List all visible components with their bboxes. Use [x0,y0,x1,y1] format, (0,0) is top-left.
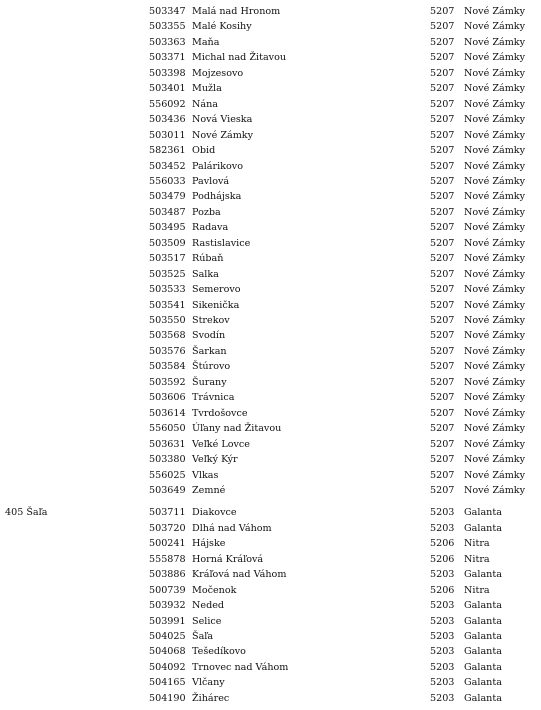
district-name: Nové Zámky [464,237,526,249]
district-code: 5203 [430,615,455,627]
municipality-code: 503720 [149,522,186,534]
district-name: Nové Zámky [464,330,526,342]
table-row [0,112,541,128]
municipality-code: 503568 [149,330,186,342]
municipality-name: Dlhá nad Váhom [192,522,272,534]
municipality-name: Obid [192,145,216,157]
table-row [0,359,541,375]
district-name: Nové Zámky [464,222,526,234]
municipality-name: Šurany [192,376,227,388]
municipality-code: 504092 [149,661,186,673]
district-name: Nové Zámky [464,83,526,95]
table-row [0,536,541,552]
municipality-name: Tešedíkovo [192,646,246,658]
municipality-name: Rúbaň [192,253,224,265]
table-row [0,19,541,35]
table-row [0,205,541,221]
municipality-code: 503576 [149,345,186,357]
municipality-name: Selice [192,615,222,627]
table-row [0,375,541,391]
table-row [0,452,541,468]
municipality-name: Pavlová [192,175,230,187]
municipality-code: 503541 [149,299,186,311]
municipality-name: Radava [192,222,229,234]
district-code: 5207 [430,36,455,48]
table-row [0,50,541,66]
district-code: 5207 [430,268,455,280]
district-name: Nové Zámky [464,253,526,265]
municipality-code: 503380 [149,454,186,466]
table-row [0,691,541,707]
district-code: 5207 [430,114,455,126]
municipality-name: Úľany nad Žitavou [192,423,282,435]
district-code: 5207 [430,315,455,326]
district-name: Nové Zámky [464,52,526,64]
municipality-code: 503011 [149,129,186,141]
district-code: 5207 [430,206,455,218]
district-name: Nové Zámky [464,67,526,79]
table-row [0,468,541,484]
district-code: 5203 [430,646,455,658]
district-code: 5207 [430,253,455,265]
municipality-code: 503550 [149,315,186,326]
district-name: Galanta [464,661,502,673]
municipality-code: 503606 [149,392,186,404]
municipality-code: 556092 [149,98,186,110]
district-code: 5207 [430,6,455,17]
municipality-name: Nové Zámky [192,129,254,141]
municipality-code: 555878 [149,553,186,565]
municipality-code: 503592 [149,376,186,388]
table-row [0,567,541,583]
district-code: 5207 [430,191,455,203]
district-code: 5207 [430,299,455,311]
municipality-code: 556025 [149,469,186,481]
district-name: Nové Zámky [464,392,526,404]
district-name: Nové Zámky [464,407,526,419]
table-row [0,267,541,283]
municipality-name: Sikenička [192,299,240,311]
municipality-name: Malá nad Hronom [192,6,281,17]
table-row [0,81,541,97]
district-name: Nové Zámky [464,315,526,326]
district-name: Nové Zámky [464,484,526,496]
table-row [0,251,541,267]
table-row [0,328,541,344]
municipality-code: 556050 [149,423,186,435]
table-row [0,282,541,298]
district-code: 5206 [430,584,455,596]
district-name: Nové Zámky [464,376,526,388]
municipality-name: Diakovce [192,507,237,519]
municipality-name: Močenok [192,584,237,596]
table-row [0,220,541,236]
district-name: Nové Zámky [464,160,526,172]
district-code: 5207 [430,284,455,296]
table-row [0,483,541,499]
district-name: Nové Zámky [464,469,526,481]
municipality-name: Michal nad Žitavou [192,52,287,64]
table-row [0,298,541,314]
table-row [0,4,541,20]
table-row [0,629,541,645]
district-code: 5207 [430,160,455,172]
municipality-code: 503525 [149,268,186,280]
district-code: 5207 [430,21,455,33]
municipality-code: 503487 [149,206,186,218]
table-row [0,97,541,113]
municipality-code: 504025 [149,631,186,642]
district-name: Nitra [464,553,490,565]
table-row [0,313,541,329]
municipality-name: Zemné [192,484,226,496]
municipality-code: 503991 [149,615,186,627]
municipality-name: Tvrdošovce [192,407,248,419]
municipality-code: 503886 [149,569,186,581]
municipality-code: 503436 [149,114,186,126]
table-row [0,583,541,599]
municipality-code: 500241 [149,538,186,550]
municipality-code: 504068 [149,646,186,658]
district-code: 5206 [430,538,455,550]
municipality-name: Malé Kosihy [192,21,252,33]
municipality-name: Šaľa [192,631,214,642]
district-code: 5207 [430,423,455,435]
municipality-name: Šarkan [192,345,227,357]
municipality-name: Horná Kráľová [192,553,264,565]
district-name: Nové Zámky [464,345,526,357]
district-name: Nové Zámky [464,114,526,126]
district-code: 5207 [430,145,455,157]
district-name: Galanta [464,677,502,689]
table-row [0,128,541,144]
table-row [0,35,541,51]
district-code: 5207 [430,345,455,357]
district-code: 5207 [430,222,455,234]
district-code: 5207 [430,67,455,79]
district-name: Nitra [464,538,490,550]
district-name: Nové Zámky [464,98,526,110]
municipality-name: Rastislavice [192,237,251,249]
municipality-code: 503347 [149,6,186,17]
municipality-name: Pozba [192,206,221,218]
district-code: 5203 [430,569,455,581]
district-code: 5207 [430,484,455,496]
municipality-code: 504190 [149,692,186,704]
municipality-name: Strekov [192,315,230,326]
district-name: Nové Zámky [464,191,526,203]
municipality-name: Žihárec [192,692,230,704]
district-name: Nové Zámky [464,299,526,311]
municipality-name: Štúrovo [192,361,231,373]
municipality-code: 504165 [149,677,186,689]
table-row [0,598,541,614]
district-name: Nové Zámky [464,284,526,296]
municipality-name: Vlkas [192,469,219,481]
district-name: Nové Zámky [464,6,526,17]
district-name: Galanta [464,600,502,612]
table-row [0,644,541,660]
table-row [0,675,541,691]
municipality-name: Salka [192,268,219,280]
table-row [0,344,541,360]
municipality-name: Maňa [192,36,220,48]
district-code: 5207 [430,407,455,419]
district-code: 5207 [430,392,455,404]
district-code: 5207 [430,129,455,141]
district-code: 5207 [430,469,455,481]
district-name: Nové Zámky [464,145,526,157]
municipality-code: 503584 [149,361,186,373]
municipality-code: 503398 [149,67,186,79]
municipality-name: Veľký Kýr [192,454,238,466]
district-code: 5207 [430,98,455,110]
table-row [0,143,541,159]
district-code: 5203 [430,600,455,612]
table-row [0,614,541,630]
municipality-name: Neded [192,600,225,612]
municipality-code: 582361 [149,145,186,157]
district-name: Nové Zámky [464,21,526,33]
district-name: Galanta [464,692,502,704]
table-row [0,660,541,676]
municipality-code: 503509 [149,237,186,249]
district-name: Galanta [464,507,502,519]
municipality-code: 556033 [149,175,186,187]
table-row [0,421,541,437]
municipality-code: 503932 [149,600,186,612]
table-row [0,505,541,521]
table-row [0,437,541,453]
district-name: Nitra [464,584,490,596]
municipality-name: Nová Vieska [192,114,253,126]
district-code: 5207 [430,454,455,466]
municipality-name: Palárikovo [192,160,243,172]
district-name: Nové Zámky [464,129,526,141]
municipality-code: 503401 [149,83,186,95]
district-name: Nové Zámky [464,36,526,48]
municipality-name: Semerovo [192,284,241,296]
district-name: Nové Zámky [464,268,526,280]
table-row [0,552,541,568]
district-code: 5203 [430,677,455,689]
municipality-code: 500739 [149,584,186,596]
district-code: 5207 [430,52,455,64]
district-name: Nové Zámky [464,206,526,218]
municipality-name: Kráľová nad Váhom [192,569,287,581]
table-row [0,406,541,422]
district-code: 5203 [430,522,455,534]
municipality-code: 503517 [149,253,186,265]
municipality-code: 503355 [149,21,186,33]
municipality-code: 503711 [149,507,186,519]
district-name: Galanta [464,631,502,642]
table-row [0,189,541,205]
municipality-name: Nána [192,98,219,110]
table-row [0,174,541,190]
municipality-code: 503649 [149,484,186,496]
municipality-name: Mužla [192,83,222,95]
district-code: 5207 [430,330,455,342]
municipality-name: Trávnica [192,392,235,404]
municipality-code: 503452 [149,160,186,172]
district-name: Nové Zámky [464,175,526,187]
district-code: 5207 [430,438,455,450]
district-code: 5203 [430,692,455,704]
municipality-name: Hájske [192,538,226,550]
table-row [0,521,541,537]
municipality-code: 503371 [149,52,186,64]
municipality-name: Veľké Lovce [192,438,250,450]
district-label: 405 Šaľa [5,507,48,519]
district-name: Nové Zámky [464,454,526,466]
district-name: Nové Zámky [464,361,526,373]
municipality-code: 503631 [149,438,186,450]
municipality-code: 503363 [149,36,186,48]
municipality-name: Vlčany [192,677,225,689]
district-code: 5207 [430,376,455,388]
district-name: Nové Zámky [464,438,526,450]
municipality-name: Mojzesovo [192,67,244,79]
table-row [0,66,541,82]
municipality-code: 503614 [149,407,186,419]
district-code: 5207 [430,175,455,187]
district-name: Galanta [464,522,502,534]
municipality-name: Trnovec nad Váhom [192,661,289,673]
municipality-name: Svodín [192,330,226,342]
table-row [0,159,541,175]
municipality-code: 503479 [149,191,186,203]
table-row [0,390,541,406]
district-name: Galanta [464,646,502,658]
district-code: 5207 [430,361,455,373]
district-name: Galanta [464,569,502,581]
district-code: 5203 [430,631,455,642]
district-code: 5207 [430,83,455,95]
municipality-name: Podhájska [192,191,242,203]
municipality-code: 503533 [149,284,186,296]
municipality-code: 503495 [149,222,186,234]
district-name: Galanta [464,615,502,627]
district-code: 5207 [430,237,455,249]
district-name: Nové Zámky [464,423,526,435]
table-row [0,236,541,252]
district-code: 5203 [430,661,455,673]
district-code: 5206 [430,553,455,565]
district-code: 5203 [430,507,455,519]
